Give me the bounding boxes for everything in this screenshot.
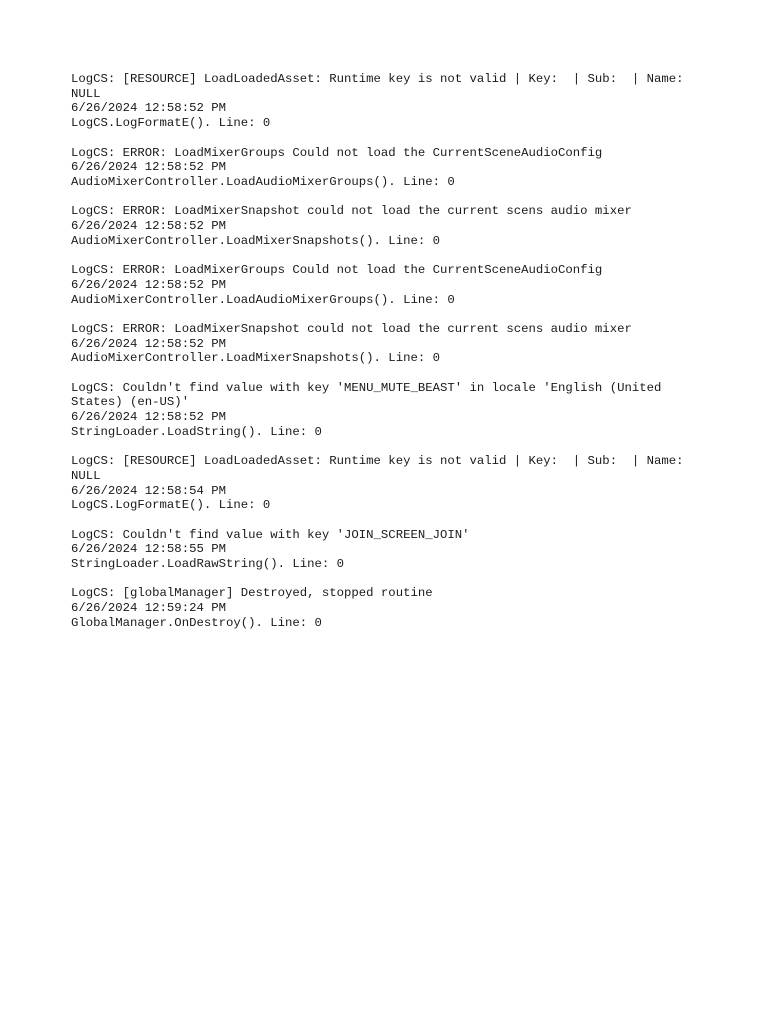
log-entry [71,586,711,630]
log-message-continuation: States) (en-US)' [71,395,190,410]
log-document [71,72,711,645]
log-source: GlobalManager.OnDestroy(). Line: 0 [71,615,322,630]
log-message: LogCS: [RESOURCE] LoadLoadedAsset: Runtime key is not valid | Key: | Sub: | Name: [71,72,684,86]
log-timestamp: 6/26/2024 12:58:52 PM [71,410,226,425]
log-message: LogCS: ERROR: LoadMixerGroups Could not load the CurrentSceneAudioConfig [71,263,603,278]
log-message-continuation: NULL [71,468,101,483]
log-entry [71,322,711,366]
log-timestamp: 6/26/2024 12:58:52 PM [71,336,226,351]
log-timestamp: 6/26/2024 12:59:24 PM [71,601,226,616]
log-entry [71,454,711,513]
log-timestamp: 6/26/2024 12:58:55 PM [71,542,226,557]
log-timestamp: 6/26/2024 12:58:52 PM [71,101,226,116]
log-source: LogCS.LogFormatE(). Line: 0 [71,116,271,131]
log-source: LogCS.LogFormatE(). Line: 0 [71,498,271,513]
log-entry [71,263,711,307]
log-message: LogCS: ERROR: LoadMixerSnapshot could not load the current scens audio mixer [71,321,632,336]
log-message: LogCS: [RESOURCE] LoadLoadedAsset: Runtime key is not valid | Key: | Sub: | Name: [71,454,684,469]
log-entry [71,381,711,440]
log-timestamp: 6/26/2024 12:58:54 PM [71,483,226,498]
log-message: LogCS: Couldn't find value with key 'JOIN_SCREEN_JOIN' [71,527,470,542]
log-source: StringLoader.LoadRawString(). Line: 0 [71,557,345,572]
log-entry [71,146,711,190]
log-entry [71,204,711,248]
log-timestamp: 6/26/2024 12:58:52 PM [71,219,226,233]
log-source: AudioMixerController.LoadAudioMixerGroups(). Line: 0 [71,292,455,307]
log-source: AudioMixerController.LoadMixerSnapshots(). Line: 0 [71,233,440,248]
log-timestamp: 6/26/2024 12:58:52 PM [71,160,226,175]
log-entry [71,72,711,131]
log-message: LogCS: Couldn't find value with key 'MENU_MUTE_BEAST' in locale 'English (United [71,380,662,395]
log-source: AudioMixerController.LoadMixerSnapshots(). Line: 0 [71,351,440,366]
log-message: LogCS: ERROR: LoadMixerGroups Could not load the CurrentSceneAudioConfig [71,145,603,160]
log-source: StringLoader.LoadString(). Line: 0 [71,424,322,439]
log-entry [71,528,711,572]
log-message: LogCS: ERROR: LoadMixerSnapshot could not load the current scens audio mixer [71,204,632,219]
log-message-continuation: NULL [71,86,101,101]
log-message: LogCS: [globalManager] Destroyed, stopped routine [71,586,433,601]
log-timestamp: 6/26/2024 12:58:52 PM [71,277,226,292]
log-source: AudioMixerController.LoadAudioMixerGroups(). Line: 0 [71,174,455,189]
